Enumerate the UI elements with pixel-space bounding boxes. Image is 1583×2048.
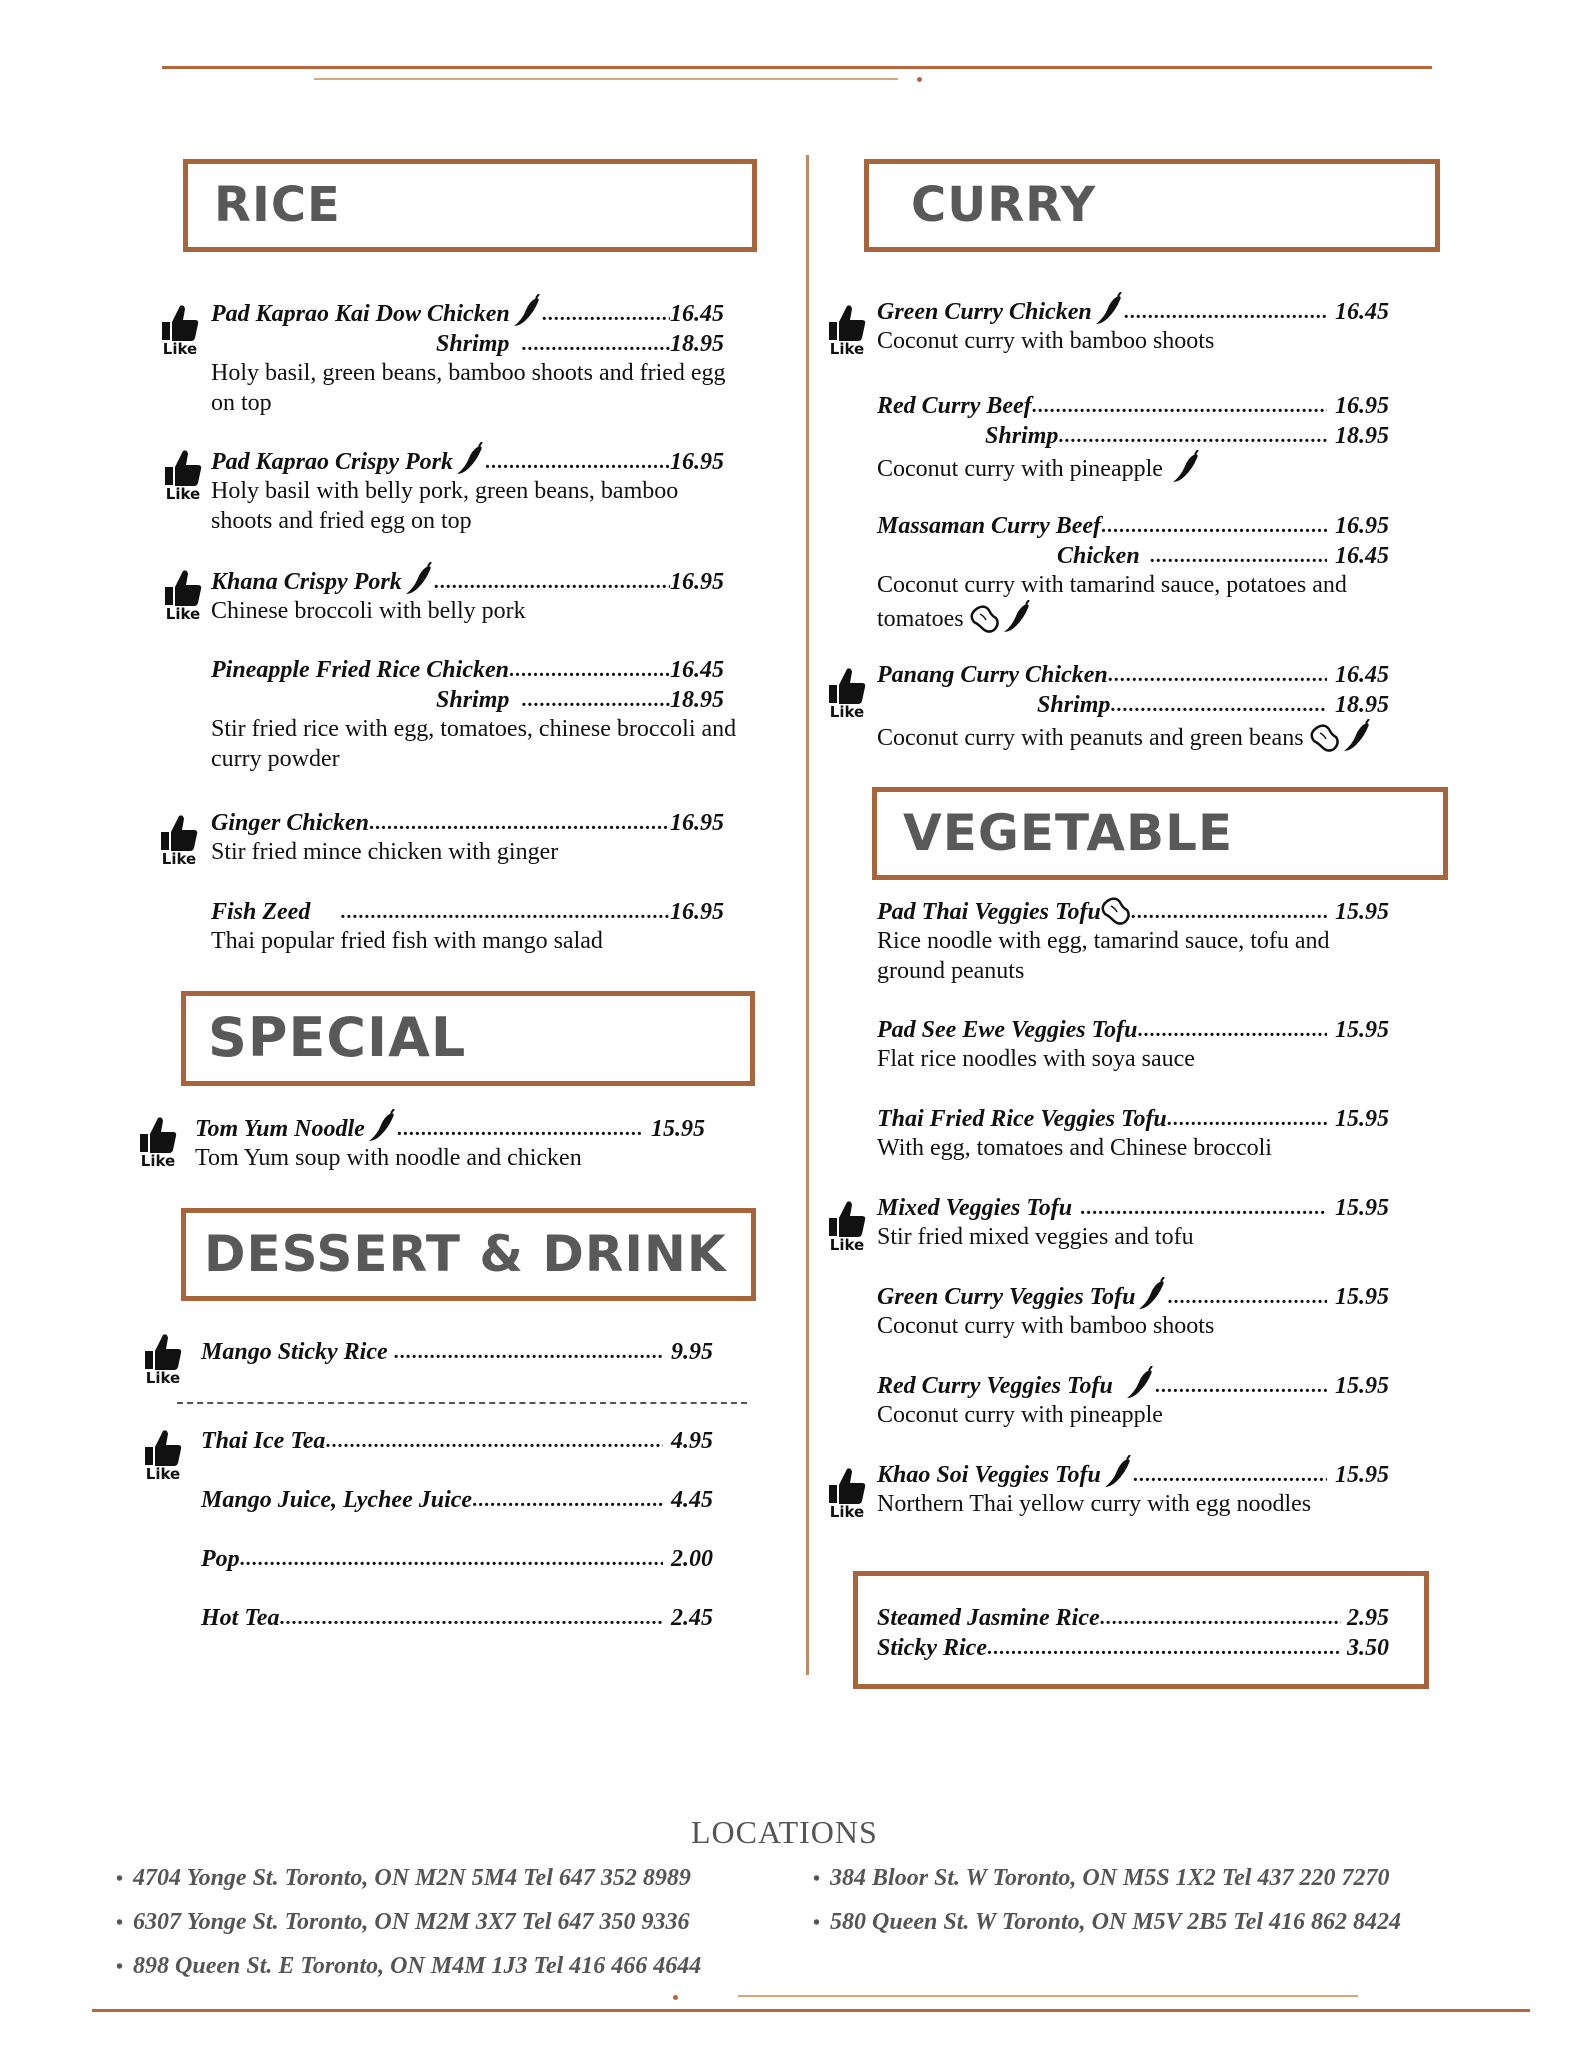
svg-text:Like: Like: [829, 1503, 865, 1519]
item-name: Mixed Veggies Tofu: [877, 1195, 1073, 1221]
item-variant: Shrimp: [985, 423, 1059, 449]
curry-section-title: CURRY: [911, 176, 1097, 233]
menu-item: [877, 390, 1389, 484]
menu-item: [201, 1602, 713, 1632]
like-icon: [825, 1198, 869, 1252]
menu-item: [201, 1484, 713, 1514]
chili-icon: [404, 562, 434, 596]
menu-item: [877, 1370, 1389, 1430]
item-description: Coconut curry with bamboo shoots: [877, 1313, 1215, 1339]
like-icon: [136, 1114, 180, 1168]
svg-text:Like: Like: [165, 605, 201, 621]
location-item: • 4704 Yonge St. Toronto, ON M2N 5M4 Tel 647 352 8989: [116, 1865, 691, 1891]
peanut-icon: [1310, 723, 1340, 753]
item-name: Hot Tea: [201, 1605, 280, 1631]
item-price: 4.95: [671, 1428, 713, 1454]
menu-item: [211, 654, 737, 774]
item-variant-price: 16.45: [1335, 543, 1389, 569]
special-section-title: SPECIAL: [208, 1005, 467, 1069]
chili-icon: [1171, 450, 1201, 484]
vegetable-section-header: [872, 787, 1448, 880]
like-icon: [161, 567, 205, 621]
item-price: 15.95: [651, 1116, 705, 1142]
menu-item: [201, 1425, 713, 1455]
item-name: Ginger Chicken: [211, 810, 370, 836]
menu-item: [877, 896, 1389, 986]
menu-item: [201, 1543, 713, 1573]
svg-text:Like: Like: [162, 340, 198, 356]
menu-item: [195, 1113, 705, 1173]
location-item: • 384 Bloor St. W Toronto, ON M5S 1X2 Tel 437 220 7270: [813, 1865, 1390, 1891]
item-description: Coconut curry with bamboo shoots: [877, 328, 1215, 354]
svg-text:Like: Like: [165, 485, 201, 501]
svg-text:Like: Like: [145, 1369, 181, 1385]
dessert-section-header: [181, 1208, 756, 1301]
item-variant-price: 18.95: [670, 331, 724, 357]
menu-item: [877, 1192, 1389, 1252]
svg-text:Like: Like: [829, 1236, 865, 1252]
item-price: 15.95: [1335, 1462, 1389, 1488]
item-price: 3.50: [1347, 1635, 1389, 1661]
dashed-divider: [177, 1402, 747, 1404]
item-name: Fish Zeed: [211, 899, 311, 925]
item-price: 15.95: [1335, 1373, 1389, 1399]
svg-text:Like: Like: [829, 703, 865, 719]
location-address: 580 Queen St. W Toronto, ON M5V 2B5 Tel 416 862 8424: [830, 1909, 1402, 1935]
item-description: Rice noodle with egg, tamarind sauce, tofu and ground peanuts: [877, 928, 1330, 984]
item-variant: Shrimp: [436, 687, 510, 713]
menu-item: [211, 446, 724, 536]
rice-section-header: [183, 159, 757, 252]
item-price: 16.95: [670, 899, 724, 925]
item-name: Tom Yum Noodle: [195, 1116, 365, 1142]
item-description: Coconut curry with pineapple: [877, 1402, 1163, 1428]
item-price: 16.95: [1335, 393, 1389, 419]
bottom-rule: [92, 2009, 1530, 2012]
bottom-thin-rule: [738, 1995, 1358, 1997]
item-price: 16.95: [670, 810, 724, 836]
item-name: Sticky Rice: [877, 1635, 987, 1661]
menu-item: [877, 1459, 1389, 1519]
item-description: Holy basil, green beans, bamboo shoots and fried egg on top: [211, 360, 726, 416]
item-price: 15.95: [1335, 1284, 1389, 1310]
like-icon: [825, 302, 869, 356]
column-divider: [806, 155, 809, 1675]
item-description: Coconut curry with tamarind sauce, potatoes and tomatoes: [877, 572, 1347, 632]
item-price: 9.95: [671, 1339, 713, 1365]
chili-icon: [1094, 292, 1124, 326]
chili-icon: [512, 294, 542, 328]
item-description: Holy basil with belly pork, green beans, bamboo shoots and fried egg on top: [211, 478, 679, 534]
menu-item: [877, 659, 1389, 753]
locations-title: LOCATIONS: [691, 1814, 878, 1850]
item-price: 2.95: [1347, 1605, 1389, 1631]
item-name: Green Curry Veggies Tofu: [877, 1284, 1136, 1310]
item-name: Green Curry Chicken: [877, 299, 1092, 325]
item-name: Pad See Ewe Veggies Tofu: [877, 1017, 1138, 1043]
item-name: Pad Kaprao Kai Dow Chicken: [211, 301, 510, 327]
item-description: Northern Thai yellow curry with egg noodles: [877, 1491, 1312, 1517]
chili-icon: [455, 442, 485, 476]
chili-icon: [1125, 1366, 1155, 1400]
menu-item: [211, 298, 724, 418]
like-icon: [825, 1465, 869, 1519]
top-rule: [162, 66, 1432, 69]
item-price: 15.95: [1335, 1195, 1389, 1221]
curry-section-header: [864, 159, 1440, 252]
item-price: 2.45: [671, 1605, 713, 1631]
menu-item: [877, 1014, 1389, 1074]
item-name: Red Curry Beef: [877, 393, 1032, 419]
location-item: • 6307 Yonge St. Toronto, ON M2M 3X7 Tel 647 350 9336: [116, 1909, 690, 1935]
svg-text:Like: Like: [145, 1465, 181, 1481]
item-price: 16.45: [1335, 299, 1389, 325]
item-price: 16.95: [670, 569, 724, 595]
item-name: Pad Thai Veggies Tofu: [877, 899, 1101, 925]
item-price: 16.45: [1335, 662, 1389, 688]
peanut-icon: [970, 604, 1000, 634]
item-description: Tom Yum soup with noodle and chicken: [195, 1145, 582, 1171]
svg-text:Like: Like: [829, 340, 865, 356]
item-name: Panang Curry Chicken: [877, 662, 1108, 688]
item-name: Mango Juice, Lychee Juice: [201, 1487, 473, 1513]
location-address: 6307 Yonge St. Toronto, ON M2M 3X7 Tel 647 350 9336: [133, 1909, 690, 1935]
item-name: Thai Ice Tea: [201, 1428, 326, 1454]
chili-icon: [367, 1109, 397, 1143]
like-icon: [141, 1427, 185, 1481]
item-name: Steamed Jasmine Rice: [877, 1605, 1100, 1631]
bottom-dot: [673, 1995, 678, 2000]
menu-item: [211, 896, 724, 956]
item-price: 15.95: [1335, 1017, 1389, 1043]
rice-section-title: RICE: [214, 176, 341, 233]
item-description: Coconut curry with pineapple: [877, 456, 1163, 482]
like-icon: [161, 447, 205, 501]
menu-item: [877, 296, 1389, 356]
item-name: Mango Sticky Rice: [201, 1339, 388, 1365]
item-price: 15.95: [1335, 1106, 1389, 1132]
menu-item: [211, 566, 724, 626]
special-section-header: [181, 991, 755, 1086]
item-name: Pop: [201, 1546, 240, 1572]
item-price: 4.45: [671, 1487, 713, 1513]
location-item: • 898 Queen St. E Toronto, ON M4M 1J3 Tel 416 466 4644: [116, 1953, 702, 1979]
chili-icon: [1103, 1455, 1133, 1489]
chili-icon: [1342, 719, 1372, 753]
vegetable-section-title: VEGETABLE: [903, 803, 1234, 862]
item-variant: Shrimp: [436, 331, 510, 357]
menu-item: [877, 1103, 1389, 1163]
item-description: Chinese broccoli with belly pork: [211, 598, 526, 624]
like-icon: [158, 302, 202, 356]
dessert-section-title: DESSERT & DRINK: [204, 1224, 727, 1283]
like-icon: [157, 812, 201, 866]
item-description: Coconut curry with peanuts and green beans: [877, 725, 1304, 751]
item-price: 16.45: [670, 301, 724, 327]
menu-item: [877, 1281, 1389, 1341]
location-item: • 580 Queen St. W Toronto, ON M5V 2B5 Tel 416 862 8424: [813, 1909, 1402, 1935]
item-name: Khao Soi Veggies Tofu: [877, 1462, 1101, 1488]
item-price: 2.00: [671, 1546, 713, 1572]
chili-icon: [1002, 600, 1032, 634]
item-name: Pad Kaprao Crispy Pork: [211, 449, 454, 475]
item-description: With egg, tomatoes and Chinese broccoli: [877, 1135, 1272, 1161]
item-price: 16.45: [670, 657, 724, 683]
chili-icon: [1137, 1277, 1167, 1311]
item-description: Stir fried mince chicken with ginger: [211, 839, 559, 865]
item-price: 16.95: [1335, 513, 1389, 539]
top-dot: [917, 77, 922, 82]
menu-item: [211, 807, 724, 867]
item-variant-price: 18.95: [670, 687, 724, 713]
top-thin-rule: [314, 78, 898, 80]
item-description: Flat rice noodles with soya sauce: [877, 1046, 1195, 1072]
item-description: Stir fried rice with egg, tomatoes, chinese broccoli and curry powder: [211, 716, 737, 772]
item-variant: Chicken: [1057, 543, 1140, 569]
item-name: Red Curry Veggies Tofu: [877, 1373, 1113, 1399]
menu-item: [877, 510, 1389, 634]
item-variant: Shrimp: [1037, 692, 1111, 718]
location-address: 384 Bloor St. W Toronto, ON M5S 1X2 Tel 437 220 7270: [830, 1865, 1390, 1891]
item-description: Stir fried mixed veggies and tofu: [877, 1224, 1194, 1250]
menu-item: [201, 1336, 713, 1366]
item-price: 15.95: [1335, 899, 1389, 925]
item-name: Pineapple Fried Rice Chicken: [211, 657, 509, 683]
svg-text:Like: Like: [140, 1152, 176, 1168]
svg-text:Like: Like: [161, 850, 197, 866]
item-name: Thai Fried Rice Veggies Tofu: [877, 1106, 1167, 1132]
item-description: Thai popular fried fish with mango salad: [211, 928, 603, 954]
item-variant-price: 18.95: [1335, 692, 1389, 718]
item-price: 16.95: [670, 449, 724, 475]
menu-item: [877, 1602, 1389, 1662]
location-address: 4704 Yonge St. Toronto, ON M2N 5M4 Tel 647 352 8989: [133, 1865, 691, 1891]
peanut-icon: [1101, 896, 1131, 926]
item-name: Khana Crispy Pork: [211, 569, 402, 595]
like-icon: [825, 665, 869, 719]
like-icon: [141, 1331, 185, 1385]
item-name: Massaman Curry Beef: [877, 513, 1102, 539]
location-address: 898 Queen St. E Toronto, ON M4M 1J3 Tel 416 466 4644: [133, 1953, 702, 1979]
item-variant-price: 18.95: [1335, 423, 1389, 449]
